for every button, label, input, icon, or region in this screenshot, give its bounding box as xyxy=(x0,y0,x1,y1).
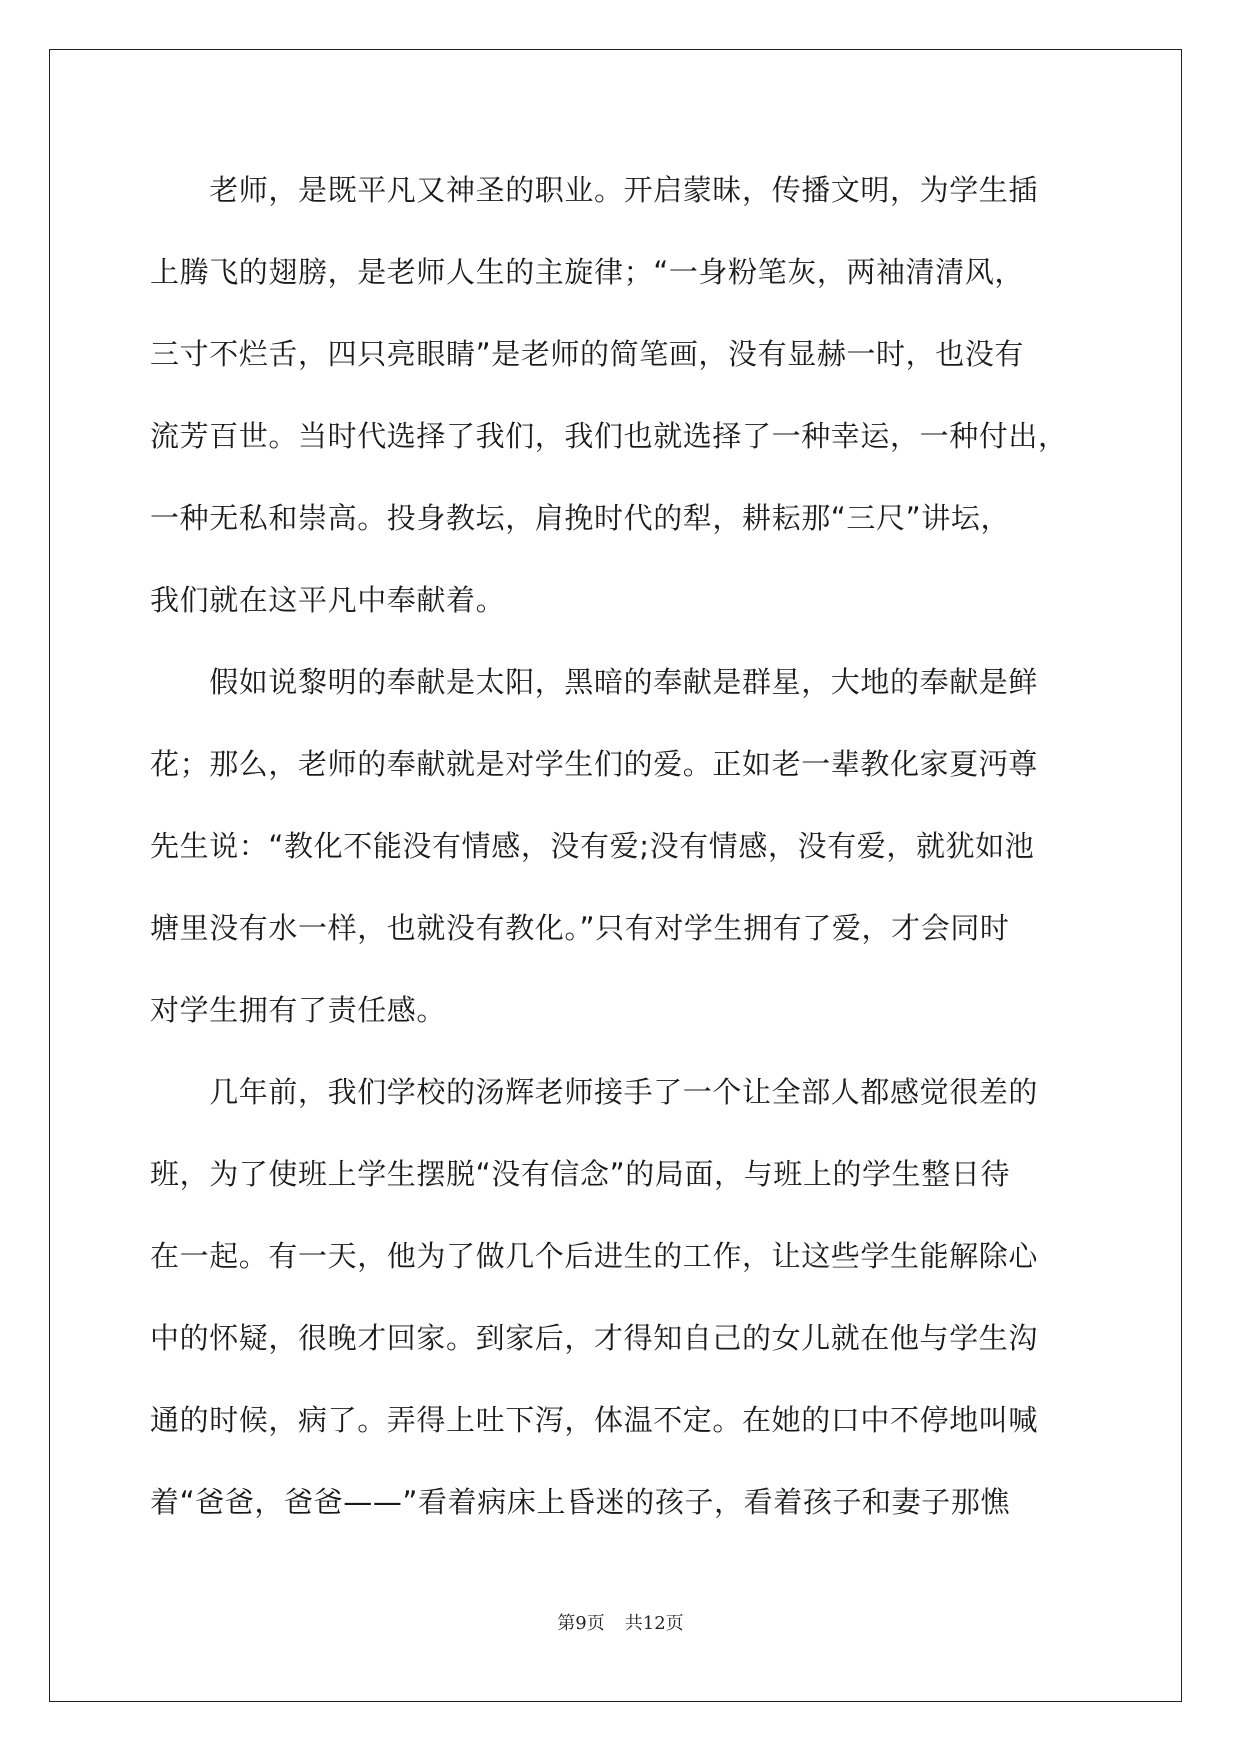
text-line: 一种无私和崇高。投身教坛，肩挽时代的犁，耕耘那“三尺”讲坛， xyxy=(150,501,1011,535)
page-border xyxy=(49,49,1182,1702)
text-line: 通的时候，病了。弄得上吐下泻，体温不定。在她的口中不停地叫喊 xyxy=(150,1403,1039,1437)
text-line: 假如说黎明的奉献是太阳，黑暗的奉献是群星，大地的奉献是鲜 xyxy=(150,665,1039,699)
text-line: 花；那么，老师的奉献就是对学生们的爱。正如老一辈教化家夏沔尊 xyxy=(150,747,1039,781)
page-footer xyxy=(0,1612,1241,1636)
text-line: 先生说：“教化不能没有情感，没有爱;没有情感，没有爱，就犹如池 xyxy=(150,829,1035,863)
text-line: 中的怀疑，很晚才回家。到家后，才得知自己的女儿就在他与学生沟 xyxy=(150,1321,1039,1355)
text-line: 三寸不烂舌，四只亮眼睛”是老师的简笔画，没有显赫一时，也没有 xyxy=(150,337,1025,371)
text-line: 在一起。有一天，他为了做几个后进生的工作，让这些学生能解除心 xyxy=(150,1239,1039,1273)
text-line: 塘里没有水一样，也就没有教化。”只有对学生拥有了爱，才会同时 xyxy=(150,911,1010,945)
text-line: 上腾飞的翅膀，是老师人生的主旋律；“一身粉笔灰，两袖清清风， xyxy=(150,255,1025,289)
text-line: 老师，是既平凡又神圣的职业。开启蒙昧，传播文明，为学生插 xyxy=(150,173,1039,207)
text-line: 流芳百世。当时代选择了我们，我们也就选择了一种幸运，一种付出， xyxy=(150,419,1068,453)
page-number-total: 共12页 xyxy=(624,1613,684,1634)
text-line: 几年前，我们学校的汤辉老师接手了一个让全部人都感觉很差的 xyxy=(150,1075,1039,1109)
page-number-current: 第9页 xyxy=(557,1613,605,1634)
text-line: 着“爸爸，爸爸——”看着病床上昏迷的孩子，看着孩子和妻子那憔 xyxy=(150,1485,1011,1519)
text-line: 班，为了使班上学生摆脱“没有信念”的局面，与班上的学生整日待 xyxy=(150,1157,1011,1191)
text-line: 对学生拥有了责任感。 xyxy=(150,993,447,1027)
text-line: 我们就在这平凡中奉献着。 xyxy=(150,583,506,617)
